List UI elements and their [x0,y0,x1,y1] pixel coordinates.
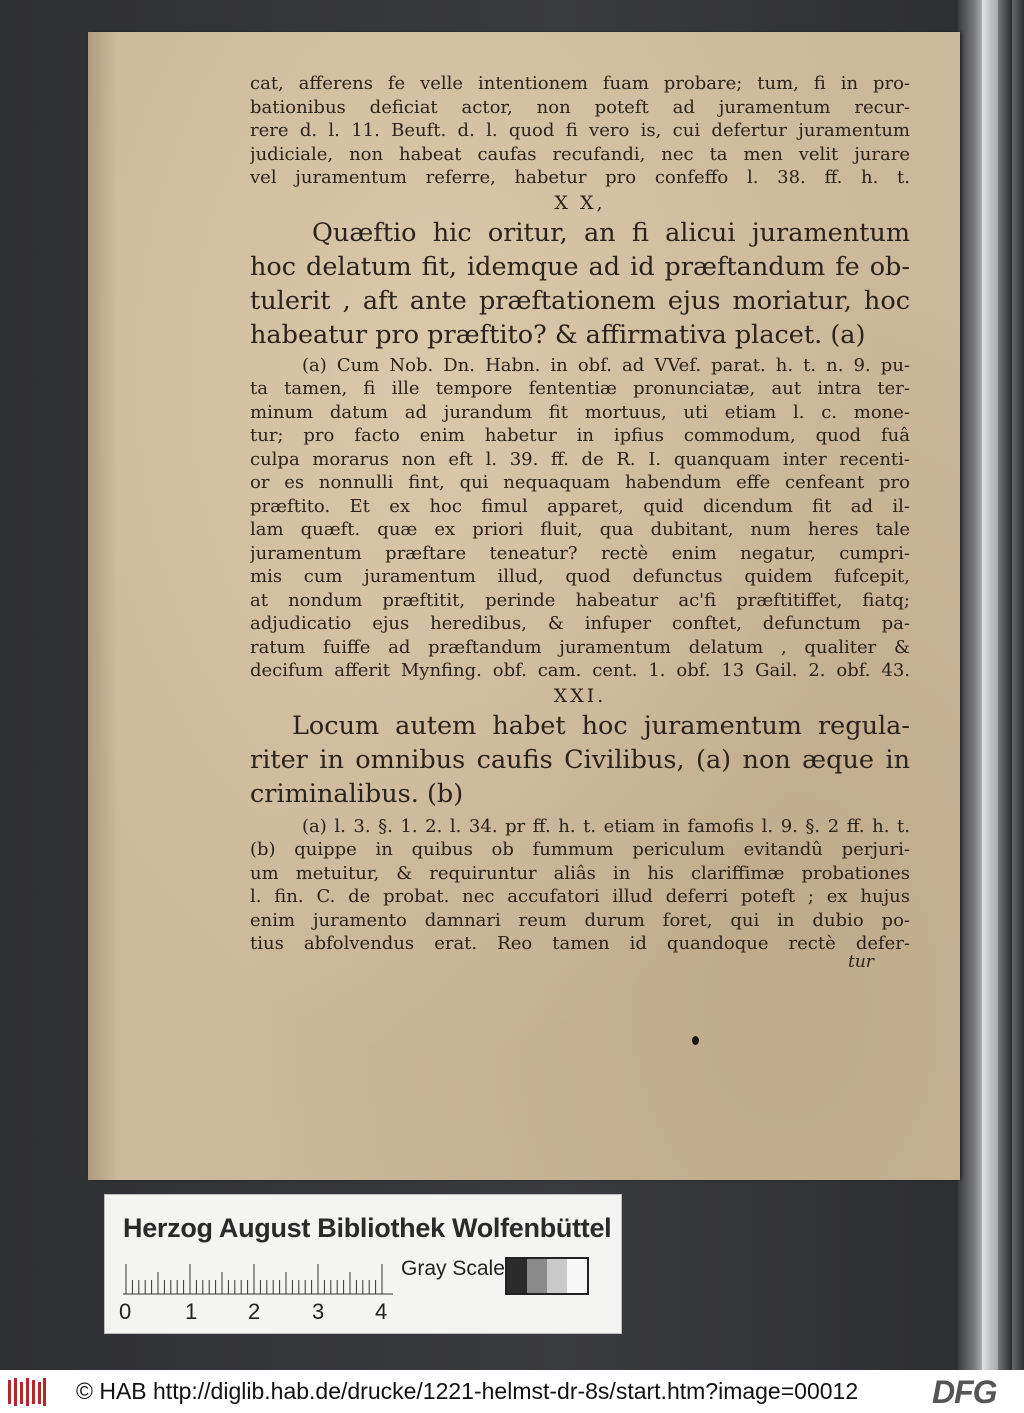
page-text [250,72,910,956]
note-line: præftito. Et ex hoc fimul apparet, quid dicendum fit ad il- [250,495,910,517]
note-line: lam quæft. quæ ex priori fluit, qua dubitant, num heres tale [250,519,910,540]
note-line: tius abfolvendus erat. Reo tamen id quandoque rectè defer- [250,933,910,954]
text-line: Locum autem habet hoc juramentum regula- [292,710,910,741]
note-line: culpa morarus non eft l. 39. ff. de R. I. quanquam inter recenti- [250,448,910,470]
note-line: (b) quippe in quibus ob fummum periculum evitandû perjuri- [250,839,910,860]
ruler-number: 0 [119,1299,132,1324]
book-edge-highlight [982,0,992,1370]
text-line: tulerit , aft ante præftationem ejus moriatur, hoc [250,285,910,316]
swatch-white [567,1259,587,1293]
book-edge-shadow [998,0,1012,1370]
note-line: minum datum ad jurandum fit mortuus, uti etiam l. c. mone- [250,401,910,423]
note-line: um metuitur, & requiruntur aliâs in his clariffimæ probationes [250,862,910,884]
ruler-number: 1 [185,1299,198,1324]
text-line: rere d. l. 11. Beuft. d. l. quod fi vero is, cui defertur juramentum [250,120,910,141]
note-line: juramentum præftare teneatur? rectè enim negatur, cumpri- [250,542,910,564]
barcode-logo-icon [8,1378,46,1406]
note-line: decifum afferit Mynfing. obf. cam. cent. 1. obf. 13 Gail. 2. obf. 43. [250,660,910,681]
text-line: cat, afferens fe velle intentionem fuam probare; tum, fi in pro- [250,73,910,94]
ruler-number: 2 [248,1299,261,1324]
swatch-dark [507,1259,527,1293]
text-line: judiciale, non habeat caufas recufandi, nec ta men velit jurare [250,143,910,165]
page-gutter-shadow [88,32,118,1180]
note-line: or es nonnulli fint, qui nequaquam habendum effe cenfeant pro [250,472,910,493]
text-line: vel juramentum referre, habetur pro confeffo l. 38. ff. h. t. [250,167,910,188]
note-line: mis cum juramentum illud, quod defunctus quidem fufcepit, [250,566,910,587]
library-label-card [104,1194,622,1334]
section-xxi-paragraph [250,709,910,811]
dfg-logo: DFG [932,1374,997,1410]
text-line: riter in omnibus caufis Civilibus, (a) non æque in [250,744,910,775]
note-line: ratum fuiffe ad præftandum juramentum delatum , qualiter & [250,636,910,658]
top-paragraph [250,72,910,190]
section-heading-xx: X X, [554,191,606,214]
text-line: hoc delatum fit, idemque ad id præftandum fe ob- [250,251,910,282]
catchword: tur [848,952,874,972]
ink-spot [692,1036,699,1045]
section-xxi-note [250,815,910,956]
swatch-mid [527,1259,547,1293]
ruler-scale [123,1259,393,1295]
section-heading-xxi: XXI. [553,684,607,707]
gray-scale-label: Gray Scale [401,1257,505,1280]
note-line: tur; pro facto enim habetur in ipfius commodum, quod fuâ [250,425,910,446]
text-line: habeatur pro præftito? & affirmativa placet. (a) [250,319,866,350]
note-line: (a) Cum Nob. Dn. Habn. in obf. ad VVef. parat. h. t. n. 9. pu- [302,354,910,376]
note-line: at nondum præftitit, perinde habeatur ac'fi præftitiffet, fiatq; [250,589,910,611]
text-line: criminalibus. (b) [250,778,464,809]
section-xx-paragraph [250,216,910,352]
copyright-url[interactable]: © HAB http://diglib.hab.de/drucke/1221-helmst-dr-8s/start.htm?image=00012 [76,1378,859,1404]
text-line: Quæftio hic oritur, an fi alicui juramentum [312,217,910,248]
text-line: bationibus deficiat actor, non poteft ad juramentum recur- [250,96,910,118]
document-page [88,32,960,1180]
note-line: adjudicatio ejus heredibus, & infuper conftet, defunctum pa- [250,613,910,634]
ruler-number: 4 [375,1299,388,1324]
library-title: Herzog August Bibliothek Wolfenbüttel [123,1213,612,1243]
section-xx-note [250,354,910,683]
book-edge [958,0,1024,1370]
footer-bar [0,1370,1024,1413]
swatch-light [547,1259,567,1293]
note-line: (a) l. 3. §. 1. 2. l. 34. pr ff. h. t. etiam in famofis l. 9. §. 2 ff. h. t. [302,815,910,837]
note-line: enim juramento damnari reum durum foret, qui in dubio po- [250,909,910,931]
ruler-number: 3 [312,1299,325,1324]
gray-scale-swatches [505,1257,589,1295]
note-line: l. fin. C. de probat. nec accufatori illud deferri poteft ; ex hujus [250,886,910,907]
note-line: ta tamen, fi ille tempore fententiæ pronunciatæ, aut intra ter- [250,378,910,399]
